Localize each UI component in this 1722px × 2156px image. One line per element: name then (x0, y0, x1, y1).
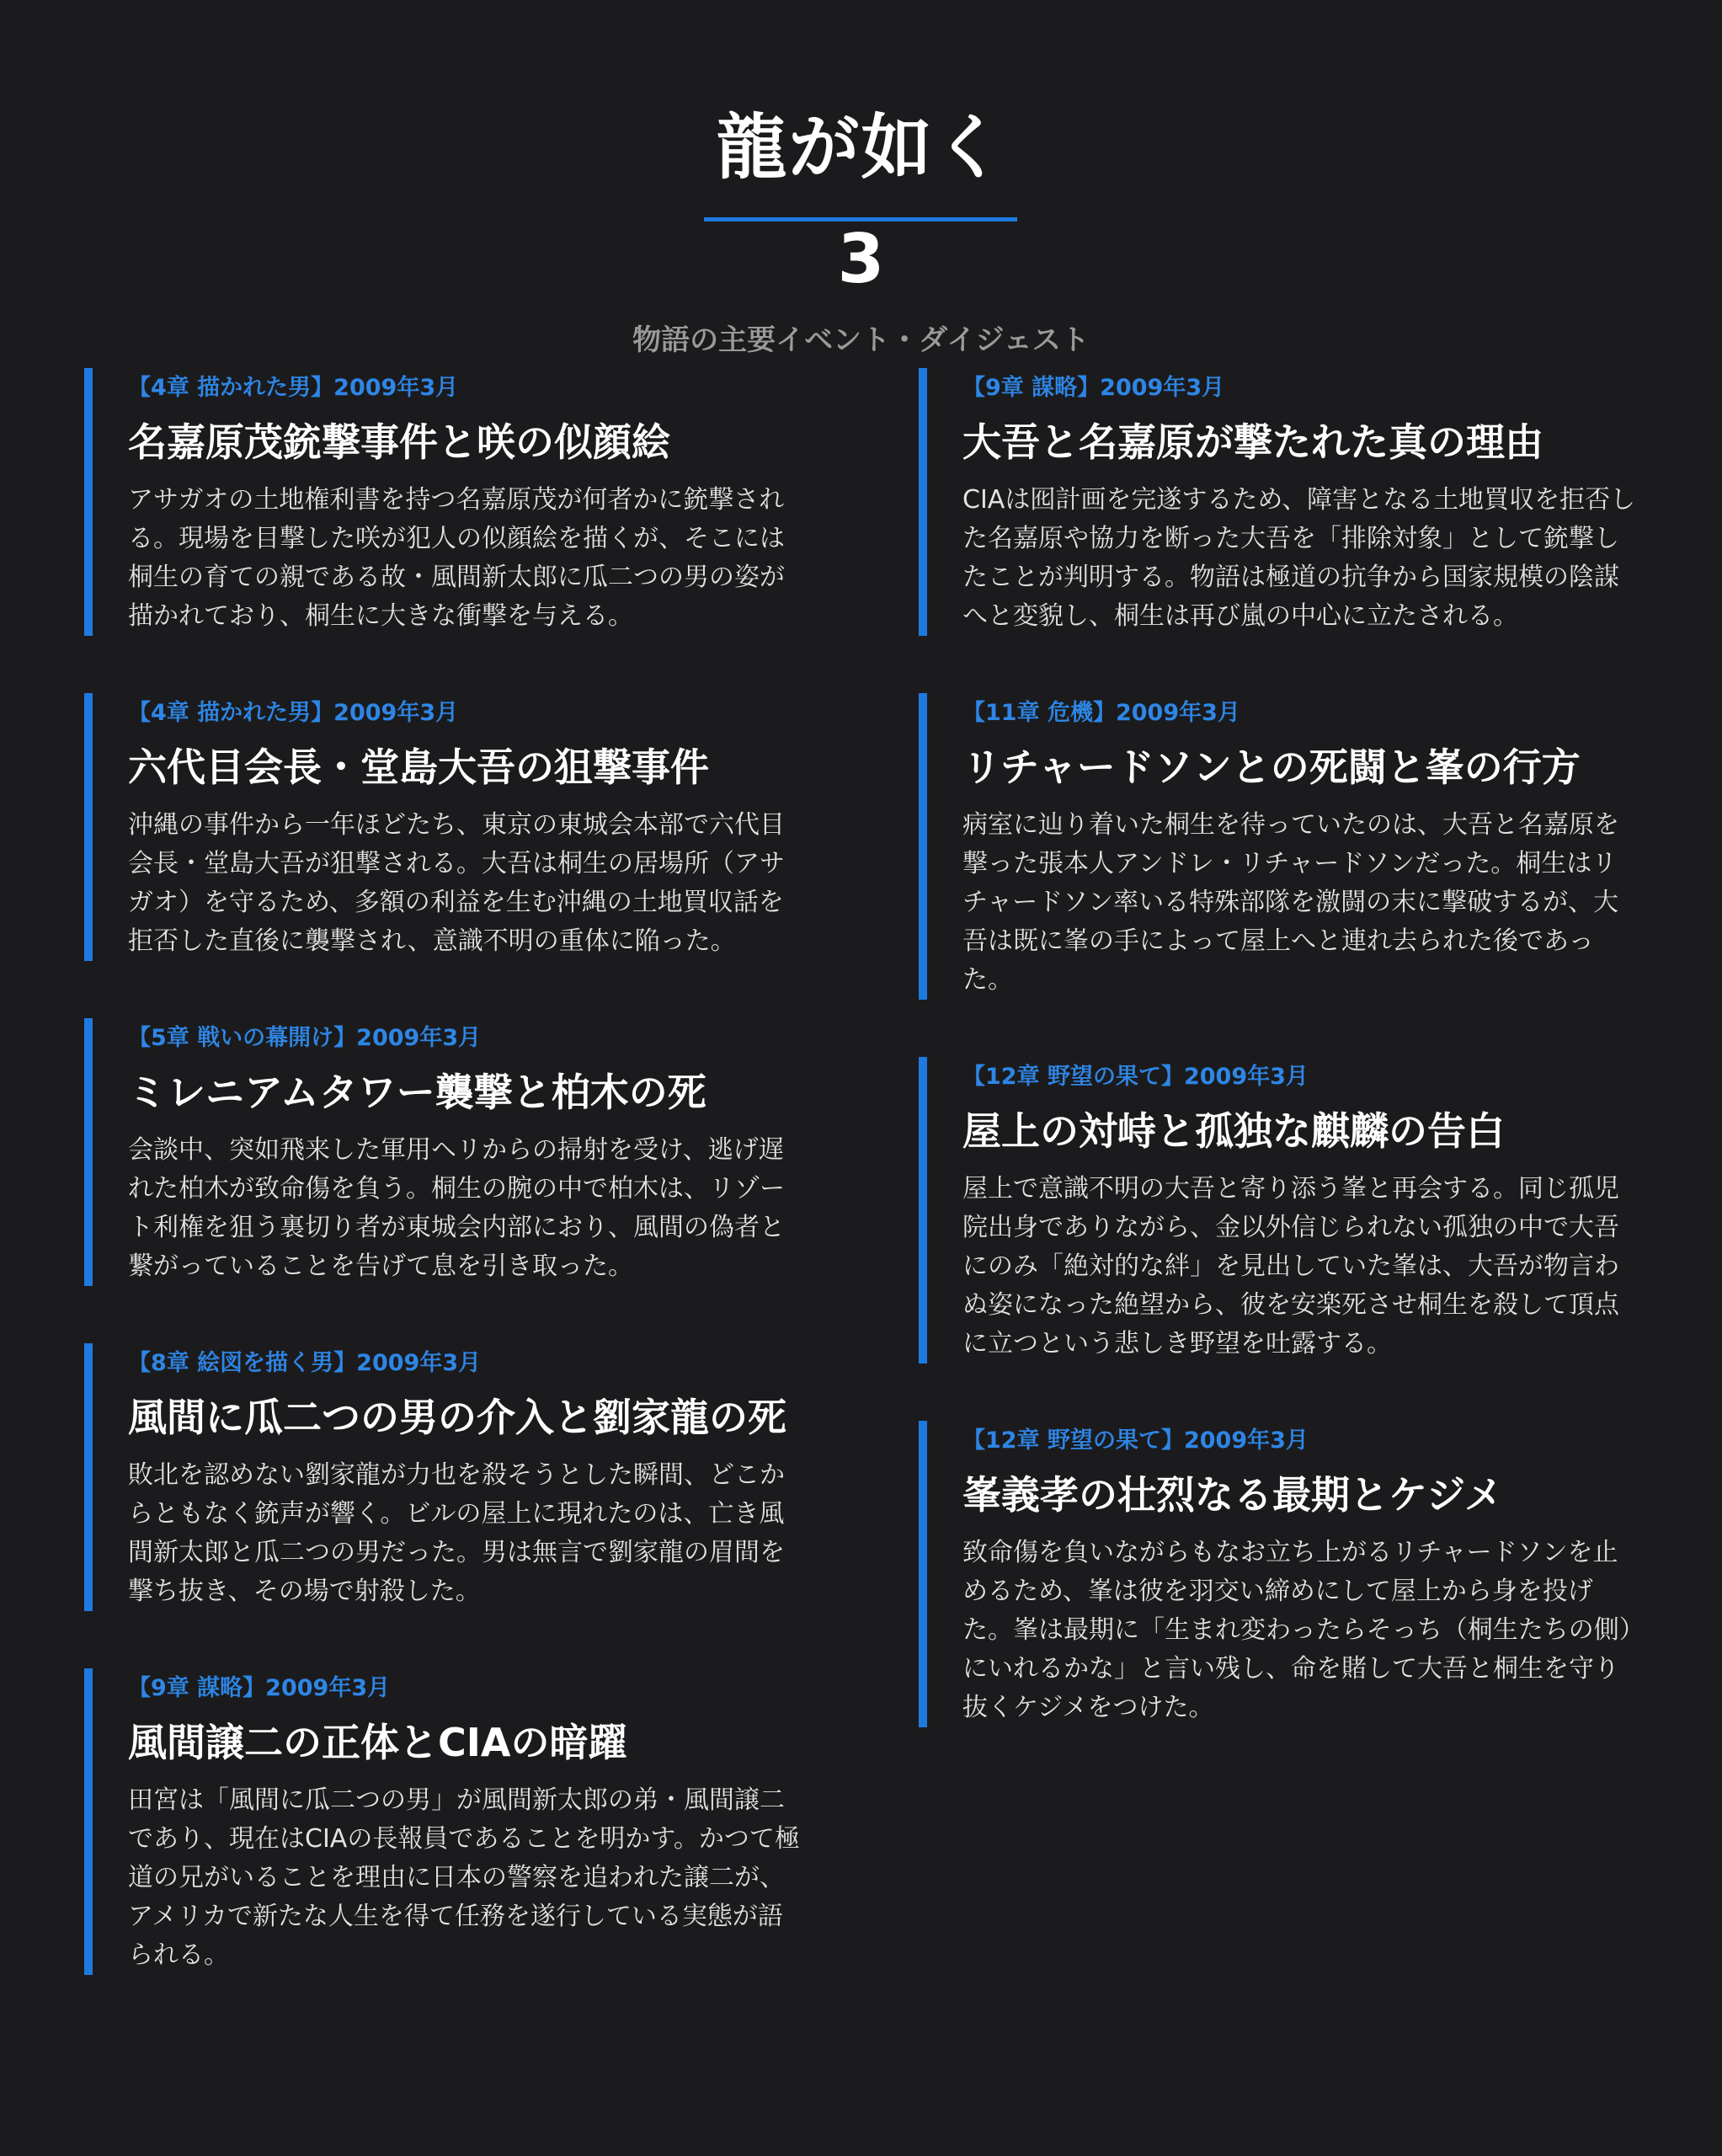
event-title: 六代目会長・堂島大吾の狙撃事件 (128, 744, 709, 790)
event-card (84, 1343, 800, 1611)
event-card (84, 1018, 800, 1286)
chapter-label: 【9章 謀略】2009年3月 (962, 375, 1225, 401)
event-title: ミレニアムタワー襲撃と柏木の死 (128, 1070, 706, 1115)
chapter-label: 【11章 危機】2009年3月 (962, 700, 1240, 726)
event-title: 風間譲二の正体とCIAの暗躍 (128, 1720, 627, 1765)
chapter-label: 【12章 野望の果て】2009年3月 (962, 1428, 1309, 1454)
event-card (919, 693, 1639, 1000)
chapter-label: 【8章 絵図を描く男】2009年3月 (128, 1350, 482, 1376)
chapter-label: 【9章 謀略】2009年3月 (128, 1675, 391, 1701)
event-card (919, 1421, 1639, 1727)
event-description: 病室に辿り着いた桐生を待っていたのは、大吾と名嘉原を撃った張本人アンドレ・リチャードソンだった。桐生はリチャードソン率いる特殊部隊を激闘の末に撃破するが、大吾は既に峯の手によって屋上へと連れ去られた後であった。 (962, 810, 1619, 995)
event-description: アサガオの土地権利書を持つ名嘉原茂が何者かに銃撃される。現場を目撃した咲が犯人の似顔絵を描くが、そこには桐生の育ての親である故・風間新太郎に瓜二つの男の姿が描かれており、桐生に大きな衝撃を与える。 (128, 485, 785, 631)
event-description: 沖縄の事件から一年ほどたち、東京の東城会本部で六代目会長・堂島大吾が狙撃される。大吾は桐生の居場所（アサガオ）を守るため、多額の利益を生む沖縄の土地買収話を拒否した直後に襲撃され、意識不明の重体に陥った。 (128, 810, 785, 956)
event-description: 田宮は「風間に瓜二つの男」が風間新太郎の弟・風間譲二であり、現在はCIAの長報員であることを明かす。かつて極道の兄がいることを理由に日本の警察を追われた譲二が、アメリカで新たな人生を得て任務を遂行している実態が語られる。 (128, 1785, 800, 1970)
volume-number: 3 (837, 220, 885, 298)
event-description: 致命傷を負いながらもなお立ち上がるリチャードソンを止めるため、峯は彼を羽交い締めにして屋上から身を投げた。峯は最期に「生まれ変わったらそっち（桐生たちの側）にいれるかな」と言い残し、命を賭して大吾と桐生を守り抜くケジメをつけた。 (962, 1538, 1632, 1722)
event-title: リチャードソンとの死闘と峯の行方 (962, 744, 1581, 790)
event-title: 大吾と名嘉原が撃たれた真の理由 (962, 419, 1543, 465)
event-card (919, 368, 1639, 636)
chapter-label: 【4章 描かれた男】2009年3月 (128, 375, 459, 401)
chapter-label: 【4章 描かれた男】2009年3月 (128, 700, 459, 726)
event-title: 屋上の対峙と孤独な麒麟の告白 (962, 1108, 1505, 1154)
chapter-label: 【12章 野望の果て】2009年3月 (962, 1064, 1309, 1090)
event-description: 会談中、突如飛来した軍用ヘリからの掃射を受け、逃げ遅れた柏木が致命傷を負う。桐生の腕の中で柏木は、リゾート利権を狙う裏切り者が東城会内部におり、風間の偽者と繋がっていることを告げて息を引き取った。 (128, 1135, 785, 1281)
event-description: 屋上で意識不明の大吾と寄り添う峯と再会する。同じ孤児院出身でありながら、金以外信じられない孤独の中で大吾にのみ「絶対的な絆」を見出していた峯は、大吾が物言わぬ姿になった絶望から、彼を安楽死させ桐生を殺して頂点に立つという悲しき野望を吐露する。 (962, 1174, 1619, 1358)
right-column (919, 368, 1639, 1785)
page-subtitle: 物語の主要イベント・ダイジェスト (632, 323, 1090, 357)
event-card (84, 1668, 800, 1975)
page-title: 龍が如く (716, 106, 1006, 189)
event-title: 名嘉原茂銃撃事件と咲の似顔絵 (128, 419, 670, 465)
event-description: 敗北を認めない劉家龍が力也を殺そうとした瞬間、どこからともなく銃声が響く。ビルの屋上に現れたのは、亡き風間新太郎と瓜二つの男だった。男は無言で劉家龍の眉間を撃ち抜き、その場で射殺した。 (128, 1460, 785, 1606)
event-title: 峯義孝の壮烈なる最期とケジメ (962, 1472, 1503, 1518)
event-title: 風間に瓜二つの男の介入と劉家龍の死 (128, 1395, 786, 1440)
chapter-label: 【5章 戦いの幕開け】2009年3月 (128, 1025, 482, 1051)
event-card (919, 1057, 1639, 1364)
event-card (84, 693, 800, 961)
event-description: CIAは囮計画を完遂するため、障害となる土地買収を拒否した名嘉原や協力を断った大吾を「排除対象」として銃撃したことが判明する。物語は極道の抗争から国家規模の陰謀へと変貌し、桐生は再び嵐の中心に立たされる。 (962, 485, 1636, 631)
event-card (84, 368, 800, 636)
left-column (84, 368, 800, 2032)
